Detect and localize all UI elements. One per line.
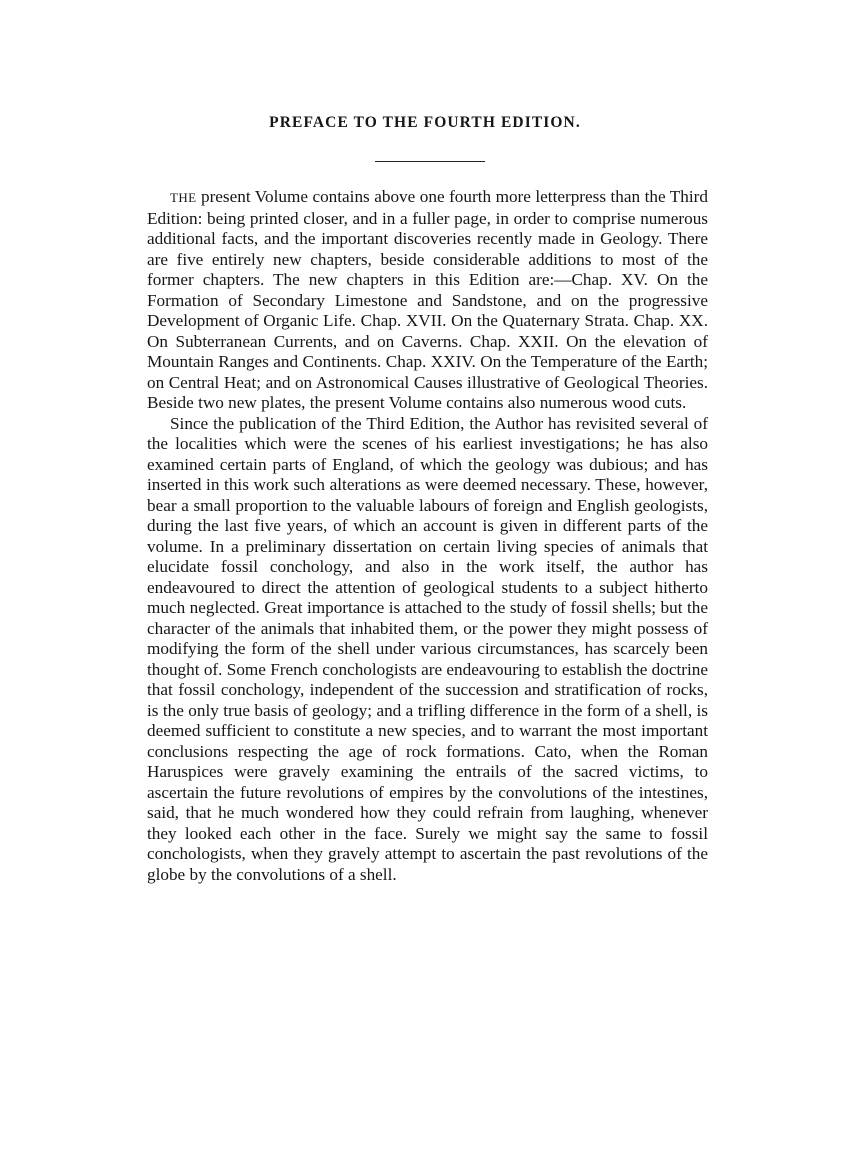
- paragraph-2: Since the publication of the Third Edition, the Author has revisited several of the localities which were the scenes of his earliest investigations; he has also examined certain parts of England, of which the geology was dubious; and has inserted in this work such alterations as were deemed necessary. These, however, bear a small proportion to the valuable labours of foreign and English geologists, during the last five years, of which an account is given in different parts of the volume. In a preliminary dissertation on certain living species of animals that elucidate fossil conchology, and also in the work itself, the author has endeavoured to direct the attention of geological students to a subject hitherto much neglected. Great importance is attached to the study of fossil shells; but the character of the animals that inhabited them, or the power they might possess of modifying the form of the shell under various circumstances, has scarcely been thought of. Some French conchologists are endeavouring to establish the doctrine that fossil conchology, independent of the succession and stratification of rocks, is the only true basis of geology; and a trifling difference in the form of a shell, is deemed sufficient to constitute a new species, and to warrant the most important conclusions respecting the age of rock formations. Cato, when the Roman Haruspices were gravely examining the entrails of the sacred victims, to ascertain the future revolutions of empires by the convolutions of the intestines, said, that he much wondered how they could refrain from laughing, whenever they looked each other in the face. Surely we might say the same to fossil conchologists, when they gravely attempt to ascertain the past revolutions of the globe by the convolutions of a shell.: [147, 413, 708, 884]
- page-title: PREFACE TO THE FOURTH EDITION.: [269, 114, 581, 131]
- paragraph-1-text: present Volume contains above one fourth more letterpress than the Third Edition: being printed closer, and in a fuller page, in order to comprise numerous additional facts, and the important discoveries recently made in Geology. There are five entirely new chapters, beside considerable additions to most of the former chapters. The new chapters in this Edition are:—Chap. XV. On the Formation of Secondary Limestone and Sandstone, and on the progressive Development of Organic Life. Chap. XVII. On the Quaternary Strata. Chap. XX. On Subterranean Currents, and on Caverns. Chap. XXII. On the elevation of Mountain Ranges and Continents. Chap. XXIV. On the Temperature of the Earth; on Central Heat; and on Astronomical Causes illustrative of Geological Theories. Beside two new plates, the present Volume contains also numerous wood cuts.: [147, 187, 708, 412]
- paragraph-1: [147, 187, 708, 414]
- title-divider: [375, 161, 485, 162]
- small-caps-lead: THE: [170, 190, 197, 205]
- preface-body: [147, 187, 708, 885]
